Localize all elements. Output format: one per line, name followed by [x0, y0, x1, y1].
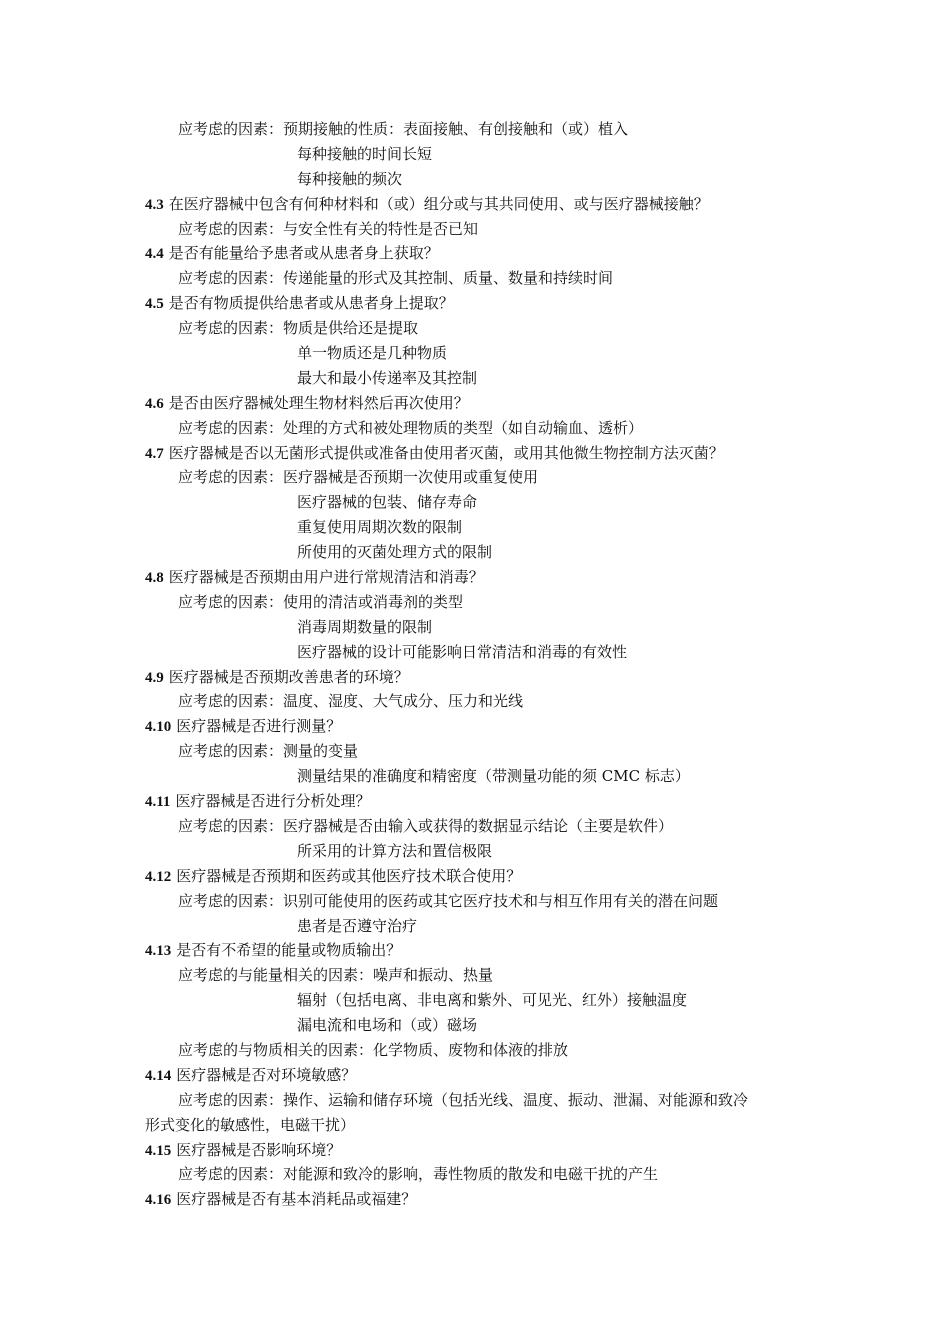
text-line — [0, 739, 950, 764]
text-line — [0, 266, 950, 291]
section-heading — [0, 241, 950, 266]
text-line — [0, 366, 950, 391]
line-text: 应考虑的因素：医疗器械是否由输入或获得的数据显示结论（主要是软件） — [178, 816, 674, 835]
line-text: 医疗器械是否进行分析处理？ — [175, 792, 371, 811]
line-text: 应考虑的因素：与安全性有关的特性是否已知 — [178, 219, 479, 238]
section-number: 4.15 — [145, 1142, 172, 1159]
line-text: 测量结果的准确度和精密度（带测量功能的须 CMC 标志） — [297, 767, 690, 786]
section-heading — [0, 864, 950, 889]
section-heading — [0, 391, 950, 416]
line-text: 辐射（包括电离、非电离和紫外、可见光、红外）接触温度 — [297, 991, 688, 1010]
line-text: 是否有物质提供给患者或从患者身上提取？ — [168, 294, 454, 313]
text-line — [0, 689, 950, 714]
line-text: 在医疗器械中包含有何种材料和（或）组分或与其共同使用、或与医疗器械接触？ — [168, 194, 709, 213]
section-heading — [0, 1138, 950, 1163]
text-line — [0, 764, 950, 789]
line-text: 应考虑的因素：对能源和致冷的影响，毒性物质的散发和电磁干扰的产生 — [178, 1165, 659, 1184]
section-heading — [0, 789, 950, 814]
text-line — [0, 988, 950, 1013]
text-line — [0, 1088, 950, 1113]
line-text: 医疗器械的包装、储存寿命 — [297, 493, 478, 512]
section-heading — [0, 291, 950, 316]
line-text: 应考虑的因素：预期接触的性质：表面接触、有创接触和（或）植入 — [178, 120, 629, 138]
text-line — [0, 142, 950, 167]
line-text: 医疗器械是否有基本消耗品或福建？ — [176, 1190, 417, 1209]
line-text: 重复使用周期次数的限制 — [297, 518, 463, 537]
text-line — [0, 1113, 950, 1138]
section-heading — [0, 565, 950, 590]
line-text: 应考虑的因素：传递能量的形式及其控制、质量、数量和持续时间 — [178, 269, 614, 288]
text-line — [0, 914, 950, 939]
text-line — [0, 167, 950, 192]
text-line — [0, 117, 950, 142]
line-text: 所采用的计算方法和置信极限 — [297, 841, 493, 860]
section-number: 4.12 — [145, 868, 172, 885]
document-page — [0, 117, 950, 1212]
section-heading — [0, 441, 950, 466]
line-text: 应考虑的因素：处理的方式和被处理物质的类型（如自动输血、透析） — [178, 418, 644, 437]
text-line — [0, 490, 950, 515]
section-heading — [0, 1187, 950, 1212]
line-text: 每种接触的时间长短 — [297, 144, 433, 163]
text-line — [0, 615, 950, 640]
text-line — [0, 540, 950, 565]
line-text: 应考虑的因素：医疗器械是否预期一次使用或重复使用 — [178, 468, 539, 487]
line-text: 应考虑的因素：使用的清洁或消毒剂的类型 — [178, 592, 464, 611]
text-line — [0, 889, 950, 914]
section-number: 4.13 — [145, 943, 172, 960]
text-line — [0, 217, 950, 242]
section-heading — [0, 1063, 950, 1088]
line-text: 最大和最小传递率及其控制 — [297, 368, 478, 387]
section-number: 4.7 — [145, 445, 164, 462]
line-text: 所使用的灭菌处理方式的限制 — [297, 543, 493, 562]
line-text: 医疗器械是否进行测量？ — [176, 717, 342, 736]
line-text: 是否有不希望的能量或物质输出？ — [176, 941, 402, 960]
text-line — [0, 341, 950, 366]
text-line — [0, 465, 950, 490]
line-text: 医疗器械的设计可能影响日常清洁和消毒的有效性 — [297, 642, 628, 661]
text-line — [0, 814, 950, 839]
line-text: 单一物质还是几种物质 — [297, 344, 448, 363]
section-heading — [0, 938, 950, 963]
section-number: 4.10 — [145, 719, 172, 736]
line-text: 应考虑的与物质相关的因素：化学物质、废物和体液的排放 — [178, 1040, 569, 1059]
section-number: 4.8 — [145, 570, 164, 587]
text-line — [0, 640, 950, 665]
section-number: 4.4 — [145, 246, 164, 263]
line-text: 应考虑的因素：物质是供给还是提取 — [178, 319, 419, 338]
text-line — [0, 1162, 950, 1187]
section-number: 4.6 — [145, 395, 164, 412]
text-line — [0, 316, 950, 341]
line-text: 医疗器械是否预期和医药或其他医疗技术联合使用？ — [176, 866, 522, 885]
section-number: 4.9 — [145, 669, 164, 686]
section-number: 4.14 — [145, 1067, 172, 1084]
text-line — [0, 1038, 950, 1063]
section-number: 4.11 — [145, 794, 171, 811]
line-text: 应考虑的因素：操作、运输和储存环境（包括光线、温度、振动、泄漏、对能源和致冷 — [178, 1090, 749, 1109]
line-text: 应考虑的因素：测量的变量 — [178, 742, 359, 761]
text-line — [0, 839, 950, 864]
line-text: 医疗器械是否预期改善患者的环境？ — [168, 667, 409, 686]
line-text: 应考虑的与能量相关的因素：噪声和振动、热量 — [178, 966, 494, 985]
line-text: 漏电流和电场和（或）磁场 — [297, 1016, 478, 1035]
line-text: 患者是否遵守治疗 — [297, 916, 418, 935]
line-text: 消毒周期数量的限制 — [297, 617, 433, 636]
line-text: 医疗器械是否预期由用户进行常规清洁和消毒？ — [168, 568, 484, 587]
text-line — [0, 590, 950, 615]
line-text: 形式变化的敏感性，电磁干扰） — [145, 1115, 356, 1134]
text-line — [0, 416, 950, 441]
line-text: 是否由医疗器械处理生物材料然后再次使用？ — [168, 393, 469, 412]
section-number: 4.5 — [145, 296, 164, 313]
section-heading — [0, 192, 950, 217]
line-text: 应考虑的因素：识别可能使用的医药或其它医疗技术和与相互作用有关的潜在问题 — [178, 891, 719, 910]
section-number: 4.16 — [145, 1192, 172, 1209]
line-text: 医疗器械是否对环境敏感？ — [176, 1065, 357, 1084]
line-text: 医疗器械是否影响环境？ — [176, 1140, 342, 1159]
line-text: 是否有能量给予患者或从患者身上获取？ — [168, 244, 439, 263]
text-line — [0, 515, 950, 540]
text-line — [0, 1013, 950, 1038]
line-text: 应考虑的因素：温度、湿度、大气成分、压力和光线 — [178, 692, 524, 711]
section-number: 4.3 — [145, 196, 164, 213]
line-text: 医疗器械是否以无菌形式提供或准备由使用者灭菌，或用其他微生物控制方法灭菌？ — [168, 443, 724, 462]
section-heading — [0, 714, 950, 739]
line-text: 每种接触的频次 — [297, 169, 403, 188]
section-heading — [0, 665, 950, 690]
text-line — [0, 963, 950, 988]
